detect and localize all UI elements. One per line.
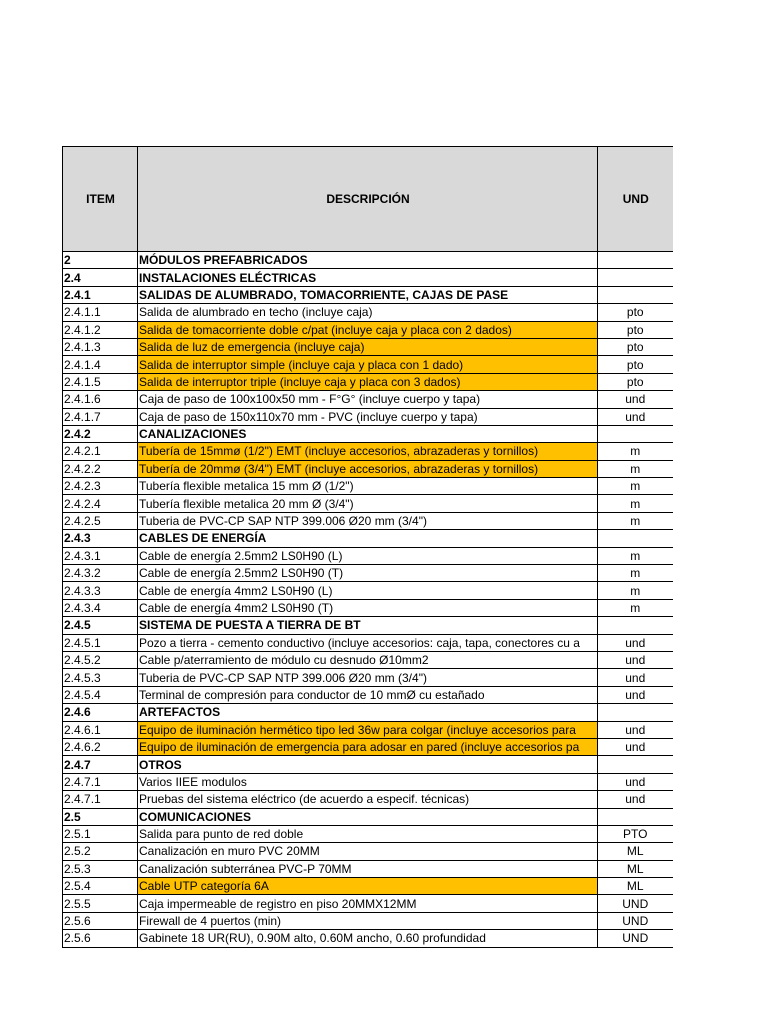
cell-descripcion[interactable]: CABLES DE ENERGÍA	[138, 530, 598, 547]
table-row	[63, 773, 673, 790]
table-row	[63, 738, 673, 755]
cell-und[interactable]: UND	[598, 912, 673, 929]
cell-und[interactable]	[598, 617, 673, 634]
table-row	[63, 808, 673, 825]
table-row	[63, 252, 673, 269]
table-row	[63, 443, 673, 460]
cell-descripcion[interactable]: INSTALACIONES ELÉCTRICAS	[138, 269, 598, 286]
table-row	[63, 843, 673, 860]
table-row	[63, 721, 673, 738]
cell-und[interactable]: ML	[598, 878, 673, 895]
cell-und[interactable]	[598, 252, 673, 269]
cell-descripcion[interactable]: Cable UTP categoría 6A	[138, 878, 598, 895]
cell-und[interactable]: und	[598, 773, 673, 790]
cell-item[interactable]: 2.4.1.1	[63, 304, 138, 321]
cell-und[interactable]	[598, 286, 673, 303]
cell-descripcion[interactable]: CANALIZACIONES	[138, 425, 598, 442]
cell-und[interactable]: UND	[598, 895, 673, 912]
cell-item[interactable]: 2.4.5.1	[63, 634, 138, 651]
table-row	[63, 565, 673, 582]
cell-descripcion[interactable]: Salida de luz de emergencia (incluye caja)	[138, 338, 598, 355]
cell-und[interactable]: pto	[598, 338, 673, 355]
cell-item[interactable]: 2.4.3.2	[63, 565, 138, 582]
cell-und[interactable]: m	[598, 512, 673, 529]
table-row	[63, 825, 673, 842]
cell-item[interactable]: 2.4.3.1	[63, 547, 138, 564]
cell-und[interactable]	[598, 269, 673, 286]
cell-item[interactable]: 2.4.7.1	[63, 791, 138, 808]
cell-und[interactable]: m	[598, 495, 673, 512]
cell-descripcion[interactable]: Equipo de iluminación de emergencia para adosar en pared (incluye accesorios pa	[138, 738, 598, 755]
cell-item[interactable]: 2.4.1.3	[63, 338, 138, 355]
cell-descripcion[interactable]: Tuberia de PVC-CP SAP NTP 399.006 Ø20 mm (3/4")	[138, 512, 598, 529]
table-row	[63, 391, 673, 408]
table-row	[63, 286, 673, 303]
cell-descripcion[interactable]: Cable p/aterramiento de módulo cu desnudo Ø10mm2	[138, 651, 598, 668]
cell-descripcion[interactable]: Caja de paso de 150x110x70 mm - PVC (incluye cuerpo y tapa)	[138, 408, 598, 425]
cell-item[interactable]: 2.5	[63, 808, 138, 825]
table-row	[63, 860, 673, 877]
cell-item[interactable]: 2.4.2.1	[63, 443, 138, 460]
cell-item[interactable]: 2.5.1	[63, 825, 138, 842]
table-row	[63, 617, 673, 634]
table-row	[63, 321, 673, 338]
cell-descripcion[interactable]: Tuberia de PVC-CP SAP NTP 399.006 Ø20 mm (3/4")	[138, 669, 598, 686]
table-row	[63, 495, 673, 512]
cell-descripcion[interactable]: Pozo a tierra - cemento conductivo (incluye accesorios: caja, tapa, conectores cu a	[138, 634, 598, 651]
table-row	[63, 582, 673, 599]
table-row	[63, 530, 673, 547]
cell-item[interactable]: 2.4.2	[63, 425, 138, 442]
cell-und[interactable]: m	[598, 478, 673, 495]
cell-item[interactable]: 2.4.1.6	[63, 391, 138, 408]
table-row	[63, 634, 673, 651]
cell-descripcion[interactable]: Cable de energía 4mm2 LS0H90 (L)	[138, 582, 598, 599]
cell-und[interactable]: pto	[598, 304, 673, 321]
cell-und[interactable]: und	[598, 408, 673, 425]
cell-und[interactable]: und	[598, 391, 673, 408]
cell-descripcion[interactable]: COMUNICACIONES	[138, 808, 598, 825]
table-row	[63, 408, 673, 425]
cell-item[interactable]: 2.4.5	[63, 617, 138, 634]
cell-descripcion[interactable]: MÓDULOS PREFABRICADOS	[138, 252, 598, 269]
header-row	[63, 147, 673, 252]
cell-item[interactable]: 2.4.2.2	[63, 460, 138, 477]
cell-item[interactable]: 2.5.3	[63, 860, 138, 877]
cell-item[interactable]: 2.5.5	[63, 895, 138, 912]
table-row	[63, 547, 673, 564]
cell-und[interactable]: und	[598, 651, 673, 668]
cell-descripcion[interactable]: Tubería flexible metalica 20 mm Ø (3/4")	[138, 495, 598, 512]
table-row	[63, 686, 673, 703]
cell-item[interactable]: 2.4.5.3	[63, 669, 138, 686]
cell-descripcion[interactable]: Salida de alumbrado en techo (incluye caja)	[138, 304, 598, 321]
cell-descripcion[interactable]: Terminal de compresión para conductor de 10 mmØ cu estañado	[138, 686, 598, 703]
table-row	[63, 478, 673, 495]
cell-und[interactable]: m	[598, 565, 673, 582]
cell-descripcion[interactable]: Firewall de 4 puertos (min)	[138, 912, 598, 929]
cell-descripcion[interactable]: Salida para punto de red doble	[138, 825, 598, 842]
cell-und[interactable]: UND	[598, 930, 673, 947]
cell-item[interactable]: 2.4.1.7	[63, 408, 138, 425]
cell-item[interactable]: 2.4.5.2	[63, 651, 138, 668]
table-row	[63, 756, 673, 773]
cell-item[interactable]: 2.4.2.3	[63, 478, 138, 495]
cell-item[interactable]: 2.5.2	[63, 843, 138, 860]
cell-item[interactable]: 2.4.1.2	[63, 321, 138, 338]
cell-und[interactable]: pto	[598, 321, 673, 338]
cell-und[interactable]: PTO	[598, 825, 673, 842]
cell-und[interactable]: und	[598, 738, 673, 755]
cell-item[interactable]: 2.4.6.2	[63, 738, 138, 755]
budget-table	[62, 146, 673, 948]
cell-und[interactable]: m	[598, 547, 673, 564]
cell-und[interactable]: pto	[598, 356, 673, 373]
table-row	[63, 912, 673, 929]
cell-descripcion[interactable]: Tubería flexible metalica 15 mm Ø (1/2")	[138, 478, 598, 495]
cell-und[interactable]: ML	[598, 843, 673, 860]
table-row	[63, 669, 673, 686]
cell-descripcion[interactable]: SISTEMA DE PUESTA A TIERRA DE BT	[138, 617, 598, 634]
cell-descripcion[interactable]: Pruebas del sistema eléctrico (de acuerdo a especif. técnicas)	[138, 791, 598, 808]
cell-descripcion[interactable]: Canalización subterránea PVC-P 70MM	[138, 860, 598, 877]
cell-und[interactable]: und	[598, 791, 673, 808]
cell-item[interactable]: 2.4.2.5	[63, 512, 138, 529]
cell-und[interactable]: und	[598, 634, 673, 651]
cell-descripcion[interactable]: Varios IIEE modulos	[138, 773, 598, 790]
cell-descripcion[interactable]: Caja de paso de 100x100x50 mm - F°G° (incluye cuerpo y tapa)	[138, 391, 598, 408]
table-row	[63, 878, 673, 895]
table-row	[63, 651, 673, 668]
table-row	[63, 791, 673, 808]
header-descripcion[interactable]: DESCRIPCIÓN	[138, 147, 598, 252]
cell-und[interactable]: m	[598, 599, 673, 616]
cell-descripcion[interactable]: Gabinete 18 UR(RU), 0.90M alto, 0.60M ancho, 0.60 profundidad	[138, 930, 598, 947]
cell-item[interactable]: 2.5.4	[63, 878, 138, 895]
table-row	[63, 356, 673, 373]
table-row	[63, 704, 673, 721]
cell-descripcion[interactable]: Cable de energía 4mm2 LS0H90 (T)	[138, 599, 598, 616]
cell-descripcion[interactable]: Canalización en muro PVC 20MM	[138, 843, 598, 860]
cell-descripcion[interactable]: Tubería de 15mmø (1/2") EMT (incluye accesorios, abrazaderas y tornillos)	[138, 443, 598, 460]
cell-und[interactable]: und	[598, 721, 673, 738]
cell-descripcion[interactable]: ARTEFACTOS	[138, 704, 598, 721]
cell-und[interactable]: ML	[598, 860, 673, 877]
cell-descripcion[interactable]: Cable de energía 2.5mm2 LS0H90 (T)	[138, 565, 598, 582]
table-row	[63, 425, 673, 442]
header-item[interactable]: ITEM	[63, 147, 138, 252]
cell-und[interactable]: und	[598, 669, 673, 686]
cell-item[interactable]: 2.4.6.1	[63, 721, 138, 738]
cell-und[interactable]	[598, 756, 673, 773]
table-row	[63, 338, 673, 355]
table-row	[63, 895, 673, 912]
cell-item[interactable]: 2.4.7	[63, 756, 138, 773]
header-und[interactable]: UND	[598, 147, 673, 252]
cell-descripcion[interactable]: SALIDAS DE ALUMBRADO, TOMACORRIENTE, CAJAS DE PASE	[138, 286, 598, 303]
table-row	[63, 599, 673, 616]
cell-und[interactable]: pto	[598, 373, 673, 390]
cell-descripcion[interactable]: Cable de energía 2.5mm2 LS0H90 (L)	[138, 547, 598, 564]
cell-und[interactable]	[598, 808, 673, 825]
cell-item[interactable]: 2	[63, 252, 138, 269]
cell-item[interactable]: 2.5.6	[63, 930, 138, 947]
cell-und[interactable]: m	[598, 460, 673, 477]
cell-descripcion[interactable]: Tubería de 20mmø (3/4") EMT (incluye accesorios, abrazaderas y tornillos)	[138, 460, 598, 477]
cell-item[interactable]: 2.4.1	[63, 286, 138, 303]
cell-descripcion[interactable]: Salida de tomacorriente doble c/pat (incluye caja y placa con 2 dados)	[138, 321, 598, 338]
cell-descripcion[interactable]: Caja impermeable de registro en piso 20MMX12MM	[138, 895, 598, 912]
cell-item[interactable]: 2.4.3	[63, 530, 138, 547]
cell-item[interactable]: 2.4	[63, 269, 138, 286]
cell-und[interactable]: m	[598, 582, 673, 599]
table-row	[63, 512, 673, 529]
cell-und[interactable]: m	[598, 443, 673, 460]
table-row	[63, 269, 673, 286]
cell-und[interactable]	[598, 425, 673, 442]
cell-descripcion[interactable]: Salida de interruptor triple (incluye caja y placa con 3 dados)	[138, 373, 598, 390]
cell-descripcion[interactable]: Equipo de iluminación hermético tipo led 36w para colgar (incluye accesorios para	[138, 721, 598, 738]
cell-item[interactable]: 2.4.2.4	[63, 495, 138, 512]
table-body	[63, 252, 673, 948]
cell-und[interactable]: und	[598, 686, 673, 703]
cell-item[interactable]: 2.4.6	[63, 704, 138, 721]
cell-und[interactable]	[598, 704, 673, 721]
table-row	[63, 304, 673, 321]
cell-item[interactable]: 2.4.1.5	[63, 373, 138, 390]
cell-item[interactable]: 2.4.3.3	[63, 582, 138, 599]
table-row	[63, 930, 673, 947]
cell-descripcion[interactable]: OTROS	[138, 756, 598, 773]
cell-item[interactable]: 2.4.5.4	[63, 686, 138, 703]
cell-item[interactable]: 2.4.7.1	[63, 773, 138, 790]
cell-descripcion[interactable]: Salida de interruptor simple (incluye caja y placa con 1 dado)	[138, 356, 598, 373]
cell-item[interactable]: 2.4.1.4	[63, 356, 138, 373]
table-row	[63, 460, 673, 477]
cell-item[interactable]: 2.5.6	[63, 912, 138, 929]
cell-und[interactable]	[598, 530, 673, 547]
cell-item[interactable]: 2.4.3.4	[63, 599, 138, 616]
table-row	[63, 373, 673, 390]
